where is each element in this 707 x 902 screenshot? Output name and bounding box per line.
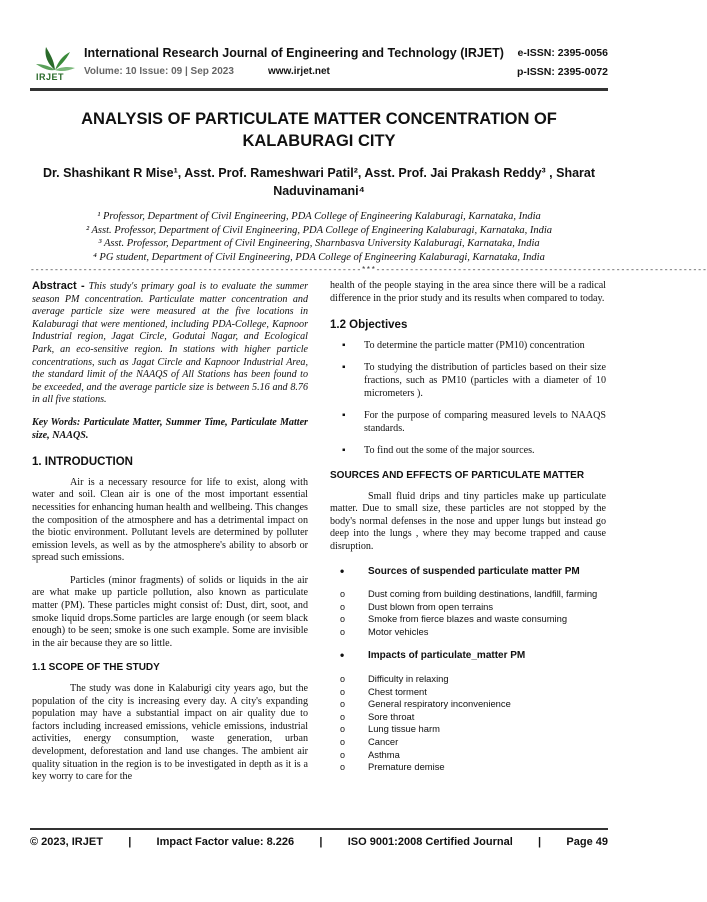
- list-item: o Motor vehicles: [340, 626, 606, 639]
- journal-header: [30, 44, 608, 92]
- sources-paragraph: Small fluid drips and tiny particles make up particulate matter. Due to small size, these particles are not stopped by the body's normal defenses in the nose and upper lungs but instead go deep into the lungs , where they may become trapped and cause disruption.: [330, 490, 606, 552]
- intro-paragraph: Particles (minor fragments) of solids or liquids in the air are what make up particle pollution, also known as particulate matter (PM). These particles might consist of: Dust, dirt, soot, and smoke liquid drops.Some particles are large enough (or seem black enough) to be seen; smoke is one such example. Some are invisible in the air because they are so little.: [32, 574, 308, 649]
- logo-text: IRJET: [36, 72, 65, 82]
- list-item: ▪ For the purpose of comparing measured levels to NAAQS standards.: [340, 410, 606, 435]
- abstract: [32, 280, 308, 407]
- scope-continuation: health of the people staying in the area since there will be a radical difference in the prior study and its results when compared to today.: [330, 280, 606, 304]
- scope-paragraph: The study was done in Kalaburigi city years ago, but the population of the city is increasing every day. A city's expanding population may have a substantial impact on air quality due to factors including increased emissions, vehicle emissions, industrial activities, energy consumption, waste generation, urban development, deforestation and land use changes. The ambient air quality situation in the region is to be investigated in depth as it is a key worry to care for the: [32, 683, 308, 783]
- page-number: Page 49: [566, 836, 608, 848]
- objectives-list: [340, 340, 606, 458]
- affiliation: ³ Asst. Professor, Department of Civil Engineering, Sharnbasva University Kalaburagi, Karnataka, India: [98, 238, 540, 250]
- author-list: Dr. Shashikant R Mise¹, Asst. Prof. Rameshwari Patil², Asst. Prof. Jai Prakash Reddy³ , Sharat Naduvinamani⁴: [42, 166, 596, 198]
- right-column: [330, 280, 606, 774]
- impacts-heading: • Impacts of particulate_matter PM: [330, 650, 606, 663]
- copyright: © 2023, IRJET: [30, 836, 103, 848]
- journal-name: International Research Journal of Engineering and Technology (IRJET): [84, 46, 504, 60]
- list-item: o Cancer: [340, 736, 606, 749]
- list-item: o General respiratory inconvenience: [340, 698, 606, 711]
- journal-website[interactable]: www.irjet.net: [268, 66, 330, 77]
- footer-separator: |: [128, 836, 132, 848]
- abstract-label: Abstract -: [32, 280, 85, 292]
- section-heading-scope: 1.1 SCOPE OF THE STUDY: [32, 662, 160, 674]
- e-issn: e-ISSN: 2395-0056: [517, 47, 608, 59]
- list-item: o Sore throat: [340, 711, 606, 724]
- impact-factor: Impact Factor value: 8.226: [156, 836, 295, 848]
- list-item: o Premature demise: [340, 761, 606, 774]
- affiliations: [36, 210, 602, 264]
- page-footer: [30, 836, 608, 848]
- list-item: o Smoke from fierce blazes and waste consuming: [340, 613, 606, 626]
- list-item: o Dust blown from open terrains: [340, 601, 606, 614]
- list-item: o Difficulty in relaxing: [340, 673, 606, 686]
- volume-issue: Volume: 10 Issue: 09 | Sep 2023: [84, 66, 234, 77]
- list-item: ▪ To determine the particle matter (PM10) concentration: [340, 340, 606, 353]
- sources-list: [340, 588, 606, 638]
- affiliation: ¹ Professor, Department of Civil Engineering, PDA College of Engineering Kalaburagi, Karnataka, India: [97, 211, 541, 222]
- iso-certification: ISO 9001:2008 Certified Journal: [347, 836, 513, 848]
- impacts-list: [340, 673, 606, 774]
- section-heading-objectives: 1.2 Objectives: [330, 319, 408, 332]
- list-item: ▪ To studying the distribution of particles based on their size fractions, such as PM10 (particles with a diameter of 10 micrometers ).: [340, 362, 606, 400]
- list-item: ▪ To find out the some of the major sources.: [340, 445, 606, 458]
- affiliation: ⁴ PG student, Department of Civil Engineering, PDA College of Engineering Kalaburagi, Karnataka, India: [93, 251, 545, 263]
- footer-separator: |: [319, 836, 323, 848]
- section-heading-sources-effects: SOURCES AND EFFECTS OF PARTICULATE MATTER: [330, 469, 585, 481]
- list-item: o Asthma: [340, 749, 606, 762]
- list-item: o Dust coming from building destinations, landfill, farming: [340, 588, 606, 601]
- section-heading-introduction: 1. INTRODUCTION: [32, 456, 133, 469]
- p-issn: p-ISSN: 2395-0072: [516, 66, 608, 78]
- left-column: [32, 280, 308, 784]
- affiliation: ² Asst. Professor, Department of Civil Engineering, PDA College of Engineering Kalaburagi, Karnataka, India: [85, 224, 553, 236]
- header-divider: [30, 88, 608, 91]
- paper-title: ANALYSIS OF PARTICULATE MATTER CONCENTRATION OF KALABURAGI CITY: [81, 110, 557, 150]
- sources-heading: • Sources of suspended particulate matter PM: [330, 566, 606, 579]
- keywords: Key Words: Particulate Matter, Summer Time, Particulate Matter size, NAAQS.: [32, 416, 308, 441]
- abstract-text: This study's primary goal is to evaluate the summer season PM concentration. Particulate matter concentration and average particle size were measured at the five locations in Kalaburagi that were mentioned, including PDA-College, Kapnoor Industrial region, Jagat Circle, Godutai Nagar, and Ecological Park, an eco-sensitive region. In stations with higher particle concentrations, such as Jagat Circle and Kapnoor Industrial Area, the standard limit of the NAAQS of All Stations has been found to be exceeded, and the average particle size is between 5.16 and 8.76 in all five stations.: [32, 281, 308, 406]
- list-item: o Lung tissue harm: [340, 723, 606, 736]
- intro-paragraph: Air is a necessary resource for life to exist, along with water and soil. Clean air is one of the most important essential necessities for enhancing human health and wellbeing. This changes the composition of the atmosphere and has a detrimental impact on the biotic environment. Pollutant levels are determined by polluter emission levels, as well as by the atmosphere's ability to absorb or spread such emissions.: [32, 476, 308, 564]
- separator-line: ---------------------------------------------------------------------***---------------------------------------------------------------------: [30, 266, 707, 275]
- footer-separator: |: [538, 836, 542, 848]
- list-item: o Chest torment: [340, 686, 606, 699]
- footer-divider: [30, 828, 608, 830]
